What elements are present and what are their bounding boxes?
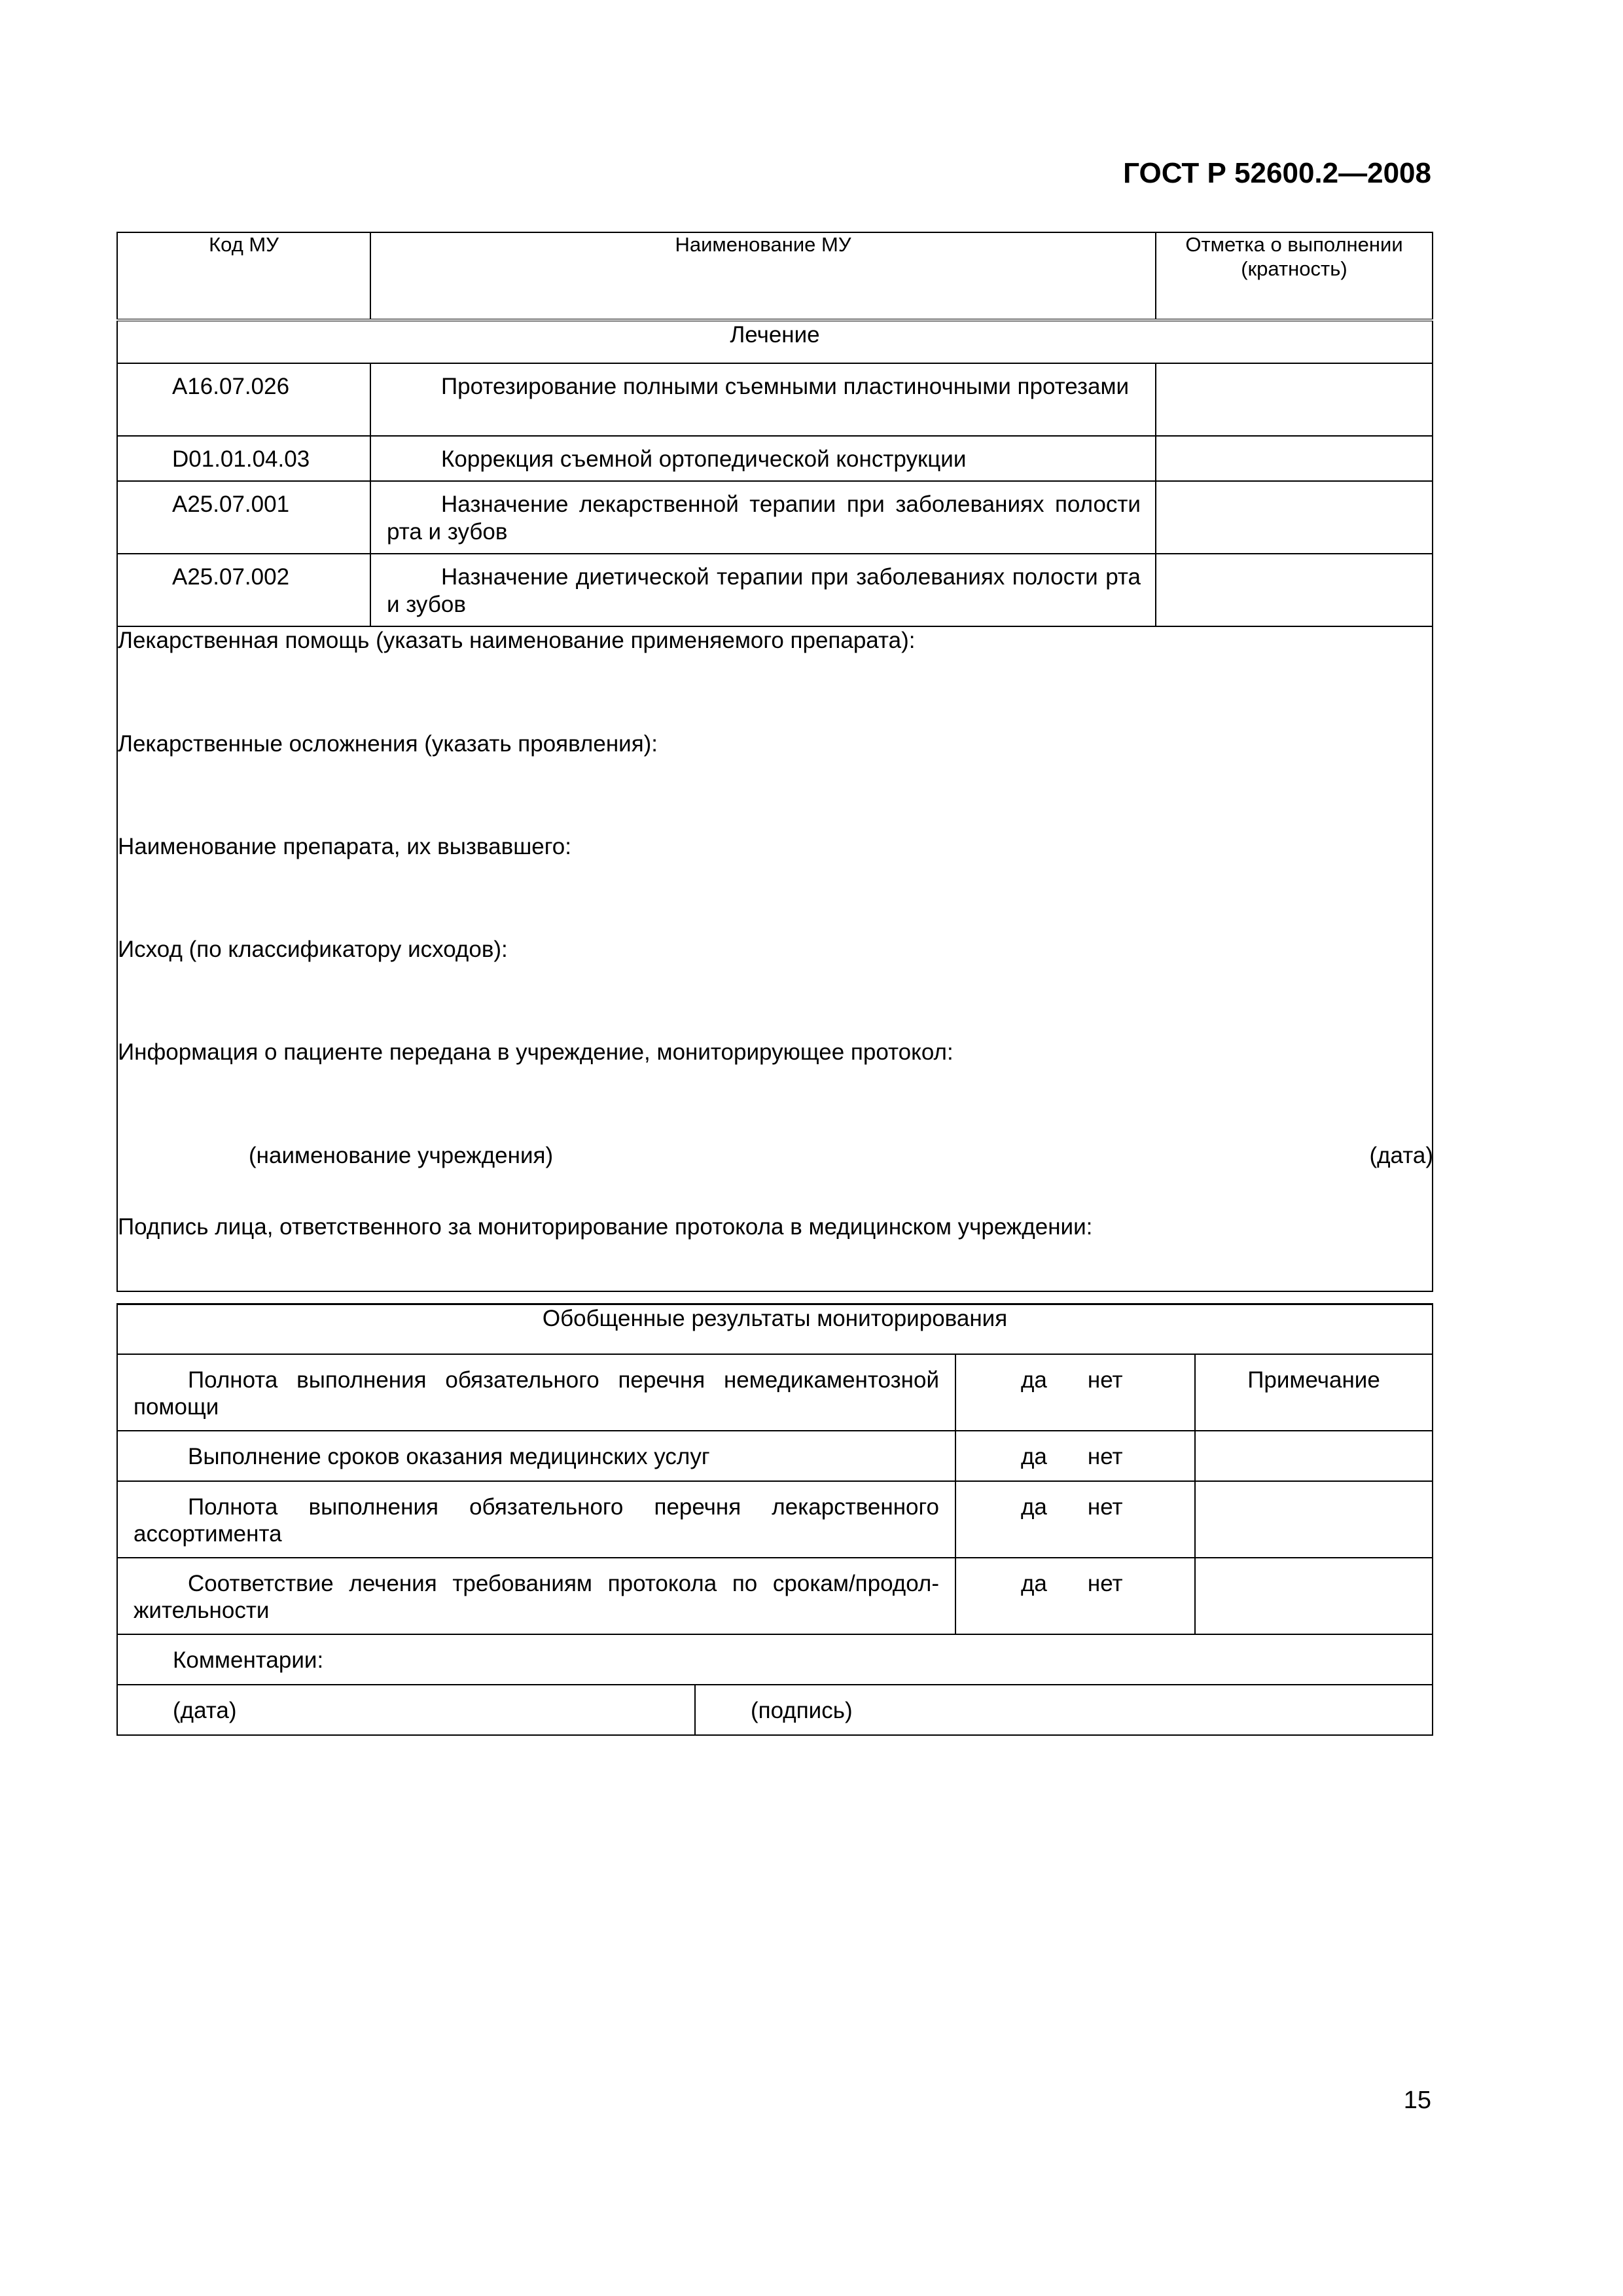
results-title: Обобщенные результаты мониторирования [117, 1304, 1433, 1354]
yes-option[interactable]: да [1021, 1443, 1047, 1469]
note-cell[interactable] [1195, 1558, 1433, 1634]
page-number: 15 [1403, 2087, 1431, 2114]
services-table [116, 232, 1433, 1292]
yes-option[interactable]: да [1021, 1367, 1047, 1393]
signature-line-label: Подпись лица, ответственного за мониторирование протокола в медицинском учреждении: [118, 1214, 1093, 1240]
table-row [117, 1354, 1433, 1431]
table-row [117, 554, 1433, 626]
institution-label: (наименование учреждения) [249, 1142, 554, 1168]
results-title-row [117, 1304, 1433, 1354]
service-name: Назначение лекарственной терапии при заболеваниях полости рта и зубов [370, 481, 1156, 554]
yes-option[interactable]: да [1021, 1494, 1047, 1520]
service-mark-cell[interactable] [1156, 554, 1433, 626]
note-cell[interactable] [1195, 1431, 1433, 1481]
yes-option[interactable]: да [1021, 1570, 1047, 1596]
section-row [117, 320, 1433, 363]
no-option[interactable]: нет [1087, 1494, 1123, 1520]
service-name: Коррекция съемной ортопедической конструкции [370, 436, 1156, 481]
document-code: ГОСТ Р 52600.2—2008 [1123, 157, 1431, 189]
result-criterion: Полнота выполнения обязательного перечня немедикаментозной помощи [117, 1354, 955, 1431]
table-row [117, 1481, 1433, 1558]
service-mark-cell[interactable] [1156, 481, 1433, 554]
service-code: A25.07.001 [117, 481, 370, 554]
yes-no-cell [955, 1431, 1195, 1481]
results-table [116, 1303, 1433, 1736]
service-code: A25.07.002 [117, 554, 370, 626]
service-code: D01.01.04.03 [117, 436, 370, 481]
service-name: Назначение диетической терапии при заболеваниях полости рта и зубов [370, 554, 1156, 626]
table-header-row [117, 232, 1433, 320]
table-row [117, 1558, 1433, 1634]
complications-label: Лекарственные осложнения (указать проявления): [118, 730, 658, 757]
table-row [117, 436, 1433, 481]
date-label: (дата) [1369, 1142, 1433, 1168]
no-option[interactable]: нет [1087, 1367, 1123, 1393]
outcome-label: Исход (по классификатору исходов): [118, 937, 508, 963]
sign-row [117, 1685, 1433, 1735]
drug-help-label: Лекарственная помощь (указать наименование применяемого препарата): [118, 628, 916, 654]
yes-no-cell [955, 1354, 1195, 1431]
info-sent-label: Информация о пациенте передана в учреждение, мониторирующее протокол: [118, 1039, 954, 1066]
service-code: A16.07.026 [117, 363, 370, 436]
column-header-mark: Отметка о выполнении (кратность) [1156, 232, 1433, 320]
service-mark-cell[interactable] [1156, 363, 1433, 436]
no-option[interactable]: нет [1087, 1443, 1123, 1469]
table-row [117, 481, 1433, 554]
free-text-cell [117, 626, 1433, 1291]
result-criterion: Полнота выполнения обязательного перечня лекарственного ассортимента [117, 1481, 955, 1558]
comments-label: Комментарии: [117, 1634, 1433, 1685]
service-mark-cell[interactable] [1156, 436, 1433, 481]
table-row [117, 1431, 1433, 1481]
section-title: Лечение [117, 320, 1433, 363]
column-header-code: Код МУ [117, 232, 370, 320]
result-criterion: Соответствие лечения требованиям протокола по срокам/продол-жительности [117, 1558, 955, 1634]
institution-date-row [118, 1142, 1432, 1169]
drug-name-label: Наименование препарата, их вызвавшего: [118, 833, 571, 859]
column-header-name: Наименование МУ [370, 232, 1156, 320]
free-text-block [117, 626, 1433, 1291]
result-criterion: Выполнение сроков оказания медицинских услуг [117, 1431, 955, 1481]
note-header: Примечание [1195, 1354, 1433, 1431]
no-option[interactable]: нет [1087, 1570, 1123, 1596]
comments-row [117, 1634, 1433, 1685]
service-name: Протезирование полными съемными пластиночными протезами [370, 363, 1156, 436]
footer-signature-label: (подпись) [695, 1685, 1433, 1735]
table-row [117, 363, 1433, 436]
yes-no-cell [955, 1558, 1195, 1634]
yes-no-cell [955, 1481, 1195, 1558]
note-cell[interactable] [1195, 1481, 1433, 1558]
footer-date-label: (дата) [117, 1685, 695, 1735]
